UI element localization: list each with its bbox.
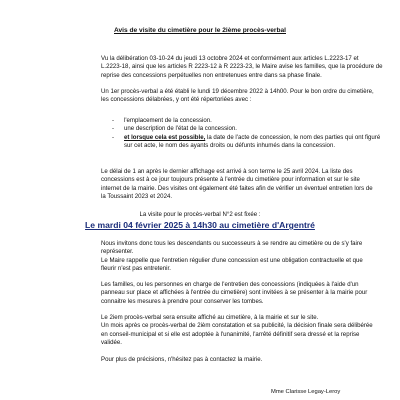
text-line: reprise des concessions perpétuelles non entretenues entre dans sa phase finale. (101, 71, 322, 79)
list-item-text-continued: sur cet acte, le nom des ayants droits ou défunts inhumés dans la concession. (124, 142, 336, 150)
text-line: les concessions délabrées, y ont été répertoriées avec : (101, 96, 252, 104)
list-item-text: l'emplacement de la concession. (124, 117, 212, 124)
text-line: Le Maire rappelle que l'entretien régulier d'une concession est une obligation contractuelle et que (101, 256, 363, 264)
text-line: fleurir n'est pas entretenir. (101, 265, 171, 273)
list-item (112, 117, 337, 125)
text-line: concessions est à ce jour toujours présente à l'entrée du cimetière pour information et sur le site (101, 176, 360, 184)
paragraph-invitation (101, 240, 363, 274)
list-item (112, 125, 337, 133)
text-line: Les familles, ou les personnes en charge de l'entretien des concessions (indiquées à l'aide d'un (101, 281, 359, 288)
text-line: Un 1er procès-verbal a été établi le lundi 19 décembre 2022 à 14h00. Pour le bon ordre du cimetière, (101, 88, 374, 95)
paragraph-first-report (101, 88, 374, 105)
text-line: validée. (101, 339, 123, 347)
paragraph-deadline (101, 168, 373, 202)
emphasis-text: et lorsque cela est possible, (124, 133, 206, 141)
text-line: Vu la délibération 03-10-24 du jeudi 13 octobre 2024 et conformément aux articles L.2223-17 et (101, 55, 359, 62)
list-item (112, 133, 381, 151)
text-line: en conseil-municipal et si elle est adoptée à l'unanimité, l'arrêté définitif sera dressé et la reprise (101, 330, 360, 338)
bullet-dash: - (112, 117, 115, 124)
paragraph-families (101, 281, 368, 306)
text-line: L.2223-18, ainsi que les articles R 2223-12 à R 2223-23, le Maire avise les familles, que la procédure de (101, 63, 383, 71)
text-line: Pour plus de précisions, n'hésitez pas à contactez la mairie. (101, 356, 263, 363)
text-line: Le délai de 1 an après le dernier affichage est arrivé à son terme le 25 avril 2024. La liste des (101, 168, 353, 175)
list-item-text: une description de l'état de la concession. (124, 125, 237, 133)
bullet-dash: - (112, 125, 115, 133)
text-line: représenter. (101, 248, 134, 256)
signature-name: Mme Clarisse Legay-Leroy (271, 389, 341, 395)
list-item-text-rest: la date de l'acte de concession, le nom des parties qui ont figuré (205, 133, 381, 141)
text-line: internet de la mairie. Des visites ont également été faites afin de vérifier un éventuel entretien lors de (101, 184, 373, 192)
text-line: Nous invitons donc tous les descendants ou successeurs à se rendre au cimetière ou de s'y faire (101, 240, 363, 247)
closing-line (101, 356, 337, 364)
text-line: Le 2iem procès-verbal sera ensuite affiché au cimetière, à la mairie et sur le site. (101, 314, 319, 321)
text-line: panneau sur place et affichées à l'entrée du cimetière) sont invitées à se présenter à la mairie pour (101, 289, 368, 297)
document-title: Avis de visite du cimetière pour le 2ième procès-verbal (114, 27, 286, 34)
text-line: la Toussaint 2023 et 2024. (101, 193, 173, 201)
list-item-text (124, 133, 381, 142)
report-details-list (112, 117, 381, 151)
paragraph-deliberation (101, 55, 383, 80)
text-line: connaitre les mesures à prendre pour conserver les tombes. (101, 297, 264, 305)
bullet-dash: - (112, 133, 115, 141)
paragraph-second-report (101, 314, 373, 348)
text-line: Un mois après ce procès-verbal de 2ièm constatation et sa publicité, la décision finale sera délibérée (101, 322, 373, 330)
visit-date: Le mardi 04 février 2025 à 14h30 au cimetière d'Argentré (85, 220, 315, 230)
visit-intro: La visite pour le procès-verbal N°2 est fixée : (139, 211, 261, 218)
